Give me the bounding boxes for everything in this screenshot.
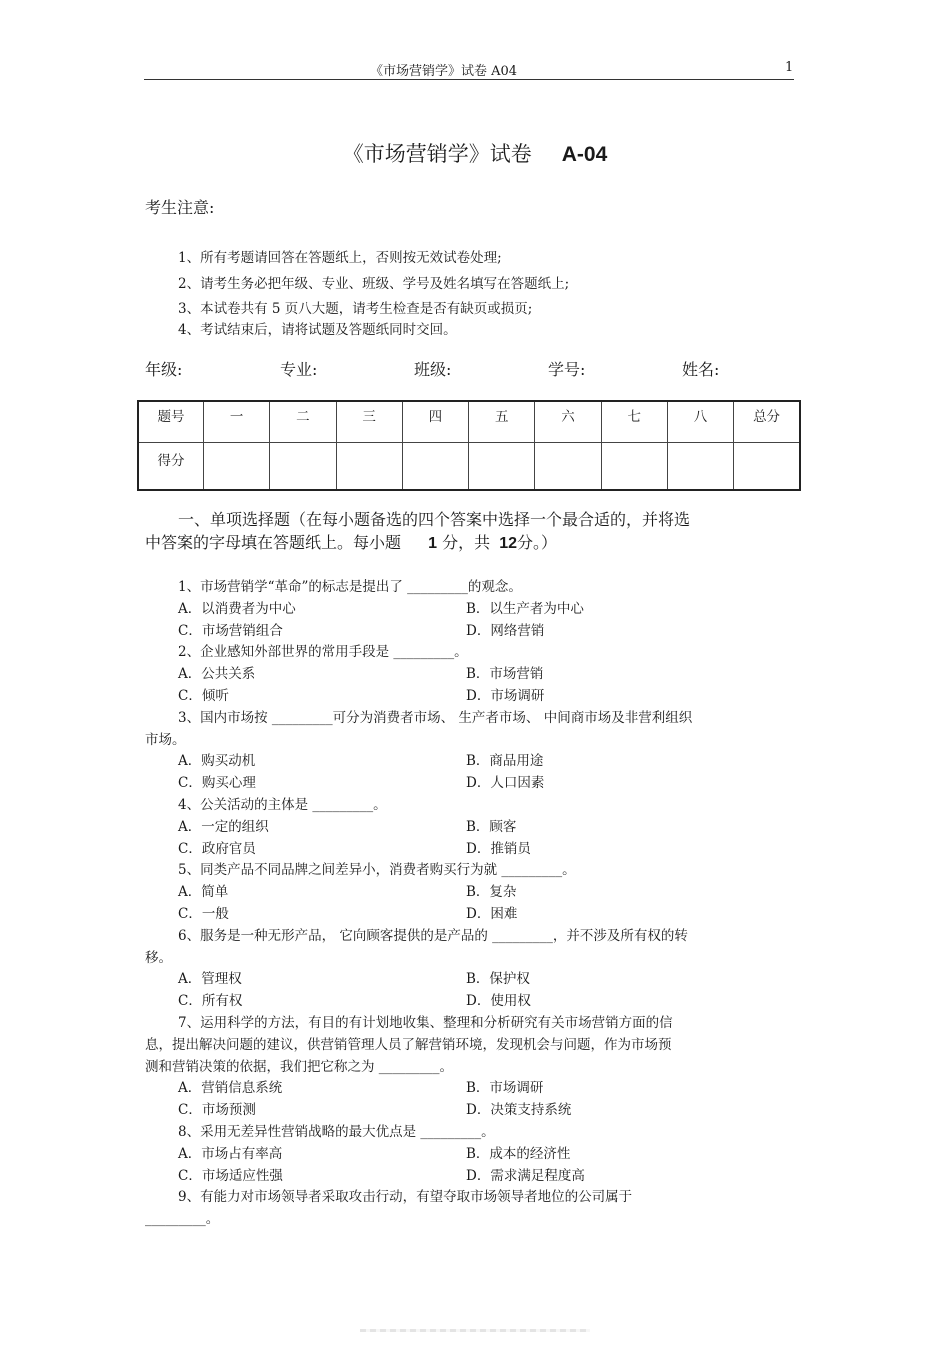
score-header-cell: 二: [270, 401, 336, 443]
question-stem: 6、服务是一种无形产品， 它向顾客提供的是产品的 _________，并不涉及所有权的转: [178, 927, 688, 944]
answer-option: D．人口因素: [466, 775, 545, 792]
section1-text: 中答案的字母填在答题纸上。每小题: [145, 533, 402, 552]
score-cell: [469, 443, 535, 491]
answer-option: A．市场占有率高: [178, 1145, 283, 1162]
page-number: 1: [785, 60, 794, 75]
answer-option: D．使用权: [466, 993, 531, 1010]
question-stem: 3、国内市场按 _________可分为消费者市场、 生产者市场、 中间商市场及非营利组织: [178, 709, 693, 726]
exam-code: A-04: [561, 143, 608, 166]
answer-option: B．市场营销: [466, 666, 544, 683]
answer-option: A．一定的组织: [178, 818, 269, 835]
score-header-cell: 总分: [734, 401, 800, 443]
answer-option: C．购买心理: [178, 775, 256, 792]
answer-option: C．一般: [178, 906, 229, 922]
score-header-cell: 三: [336, 401, 402, 443]
answer-option: B．商品用途: [466, 753, 544, 770]
score-cell: [402, 443, 468, 491]
score-table: [137, 400, 801, 491]
question-stem-continued: 移。: [145, 949, 172, 966]
header-rule: [144, 79, 794, 80]
question-stem: 8、采用无差异性营销战略的最大优点是 _________。: [178, 1124, 495, 1140]
answer-option: D．需求满足程度高: [466, 1167, 585, 1184]
answer-option: C．市场预测: [178, 1102, 256, 1119]
score-cell: [535, 443, 601, 491]
answer-option: C．所有权: [178, 993, 243, 1010]
score-cell: [270, 443, 336, 491]
score-header-cell: 五: [469, 401, 535, 443]
score-row-label: 得分: [138, 443, 204, 491]
answer-option: B．市场调研: [466, 1080, 544, 1097]
answer-option: C．市场适应性强: [178, 1167, 283, 1184]
score-table-header-row: [138, 401, 800, 443]
answer-option: D．困难: [466, 906, 518, 922]
answer-option: C．政府官员: [178, 840, 256, 857]
answer-option: D．决策支持系统: [466, 1102, 572, 1119]
answer-option: A．简单: [178, 884, 229, 901]
answer-option: A．购买动机: [178, 753, 256, 770]
score-cell: [734, 443, 800, 491]
notice-item: 1、所有考题请回答在答题纸上，否则按无效试卷处理;: [178, 250, 502, 266]
section1-heading-line2: [145, 530, 557, 553]
answer-option: D．推销员: [466, 840, 531, 857]
question-stem: 9、有能力对市场领导者采取攻击行动，有望夺取市场领导者地位的公司属于: [178, 1189, 633, 1206]
score-header-cell: 八: [667, 401, 733, 443]
answer-option: B．复杂: [466, 884, 517, 901]
answer-option: A．公共关系: [178, 666, 256, 683]
score-cell: [667, 443, 733, 491]
question-stem-continued: 市场。: [145, 731, 186, 748]
question-stem-continued: 测和营销决策的依据，我们把它称之为 _________。: [145, 1058, 454, 1075]
score-table-score-row: [138, 443, 800, 491]
answer-option: A．以消费者为中心: [178, 600, 296, 617]
answer-option: A．管理权: [178, 971, 242, 988]
score-cell: [601, 443, 667, 491]
notice-item: 2、请考生务必把年级、专业、班级、学号及姓名填写在答题纸上;: [178, 276, 570, 292]
score-header-cell: 六: [535, 401, 601, 443]
answer-option: B．顾客: [466, 818, 517, 835]
question-stem: 7、运用科学的方法，有目的有计划地收集、整理和分析研究有关市场营销方面的信: [178, 1015, 673, 1031]
name-label: 姓名:: [682, 360, 720, 379]
answer-option: B．以生产者为中心: [466, 600, 584, 617]
score-header-cell: 题号: [138, 401, 204, 443]
score-header-cell: 一: [204, 401, 270, 443]
exam-title: [0, 138, 950, 168]
points-total: 12: [499, 535, 518, 552]
footer-watermark: [360, 1329, 590, 1332]
section1-text: 分，共: [442, 533, 491, 552]
class-label: 班级:: [414, 360, 452, 379]
score-header-cell: 四: [402, 401, 468, 443]
score-cell: [336, 443, 402, 491]
answer-option: B．保护权: [466, 971, 530, 988]
question-stem: 5、同类产品不同品牌之间差异小，消费者购买行为就 _________。: [178, 862, 576, 879]
answer-option: C．市场营销组合: [178, 622, 283, 639]
question-stem: 4、公关活动的主体是 _________。: [178, 797, 387, 813]
running-header-title: 《市场营销学》试卷 A04: [370, 64, 518, 79]
exam-title-main: 《市场营销学》试卷: [342, 142, 532, 166]
answer-option: D．市场调研: [466, 688, 545, 704]
notice-item: 3、本试卷共有 5 页八大题，请考生检查是否有缺页或损页;: [178, 301, 533, 317]
question-stem-continued: 息，提出解决问题的建议，供营销管理人员了解营销环境，发现机会与问题，作为市场预: [145, 1036, 672, 1053]
points-each: 1: [428, 535, 438, 552]
section1-heading-line1: 一、单项选择题（在每小题备选的四个答案中选择一个最合适的，并将选: [178, 510, 691, 529]
notice-heading: 考生注意:: [145, 198, 215, 217]
answer-option: D．网络营销: [466, 622, 545, 639]
answer-option: B．成本的经济性: [466, 1145, 571, 1162]
section1-text: 分。）: [517, 533, 558, 552]
grade-label: 年级:: [145, 360, 183, 379]
question-stem: 1、市场营销学“革命”的标志是提出了 _________的观念。: [178, 579, 522, 595]
major-label: 专业:: [280, 360, 318, 379]
score-header-cell: 七: [601, 401, 667, 443]
question-stem-continued: _________。: [145, 1211, 220, 1228]
answer-option: C．倾听: [178, 688, 229, 704]
question-stem: 2、企业感知外部世界的常用手段是 _________。: [178, 644, 468, 661]
student-id-label: 学号:: [548, 360, 586, 379]
notice-item: 4、考试结束后，请将试题及答题纸同时交回。: [178, 322, 457, 338]
score-cell: [204, 443, 270, 491]
answer-option: A．营销信息系统: [178, 1080, 283, 1097]
